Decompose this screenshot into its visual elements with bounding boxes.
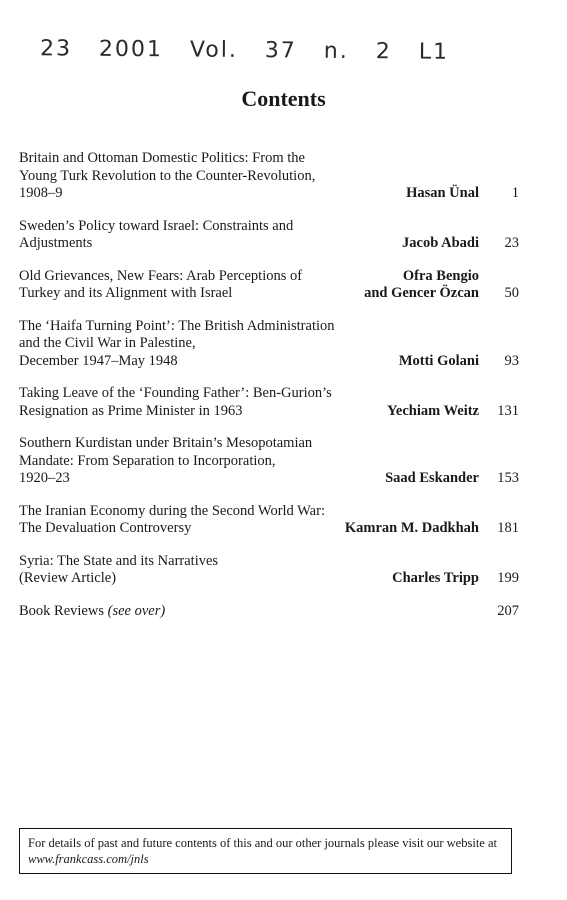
page-title: Contents — [241, 86, 326, 111]
article-author: Ofra Bengio and Gencer Özcan — [364, 267, 479, 301]
article-title: Britain and Ottoman Domestic Politics: From the Young Turk Revolution to the Counter-Revolution, 1908–9 — [19, 150, 316, 201]
book-reviews-label: Book Reviews — [19, 602, 104, 619]
toc-entry[interactable] — [19, 318, 519, 371]
article-title: Taking Leave of the ‘Founding Father’: Ben-Gurion’s Resignation as Prime Minister in 1963 — [19, 385, 332, 419]
toc-entry[interactable] — [19, 150, 519, 203]
article-title: Old Grievances, New Fears: Arab Perceptions of Turkey and its Alignment with Israel — [19, 267, 303, 301]
article-author: Charles Tripp — [392, 570, 479, 586]
article-title: Syria: The State and its Narratives (Review Article) — [19, 552, 219, 586]
toc-entry[interactable] — [19, 435, 519, 488]
page-number: 50 — [504, 285, 519, 301]
page-number: 131 — [497, 402, 519, 419]
page-number: 199 — [497, 570, 519, 586]
article-author: Hasan Ünal — [406, 185, 479, 201]
toc-entry[interactable] — [19, 503, 519, 538]
article-author: Saad Eskander — [385, 470, 479, 486]
article-author: Yechiam Weitz — [387, 402, 479, 419]
page-number: 1 — [511, 185, 519, 201]
toc-entry[interactable] — [19, 268, 519, 303]
article-title: The Iranian Economy during the Second World War: The Devaluation Controversy — [19, 502, 325, 536]
book-reviews-title — [19, 603, 319, 621]
toc-entry-book-reviews[interactable] — [19, 603, 519, 621]
handwritten-annotation: 23 2001 Vol. 37 n. 2 L1 — [39, 36, 450, 65]
article-author: Motti Golani — [398, 352, 479, 369]
footer-notice-box — [19, 828, 512, 874]
table-of-contents — [19, 150, 519, 635]
article-title: Southern Kurdistan under Britain’s Mesopotamian Mandate: From Separation to Incorporation, 1920–23 — [19, 435, 313, 486]
page-number: 181 — [497, 520, 519, 536]
book-reviews-note: (see over) — [107, 602, 166, 619]
toc-entry[interactable] — [19, 218, 519, 253]
article-author: Jacob Abadi — [402, 235, 479, 251]
toc-entry[interactable] — [19, 553, 519, 588]
article-title: The ‘Haifa Turning Point’: The British Administration and the Civil War in Palestine, December 1947–May 1948 — [19, 317, 335, 369]
page-number: 153 — [497, 470, 519, 486]
footer-link[interactable]: www.frankcass.com/jnls — [28, 852, 149, 866]
toc-entry[interactable] — [19, 385, 519, 420]
page-number: 23 — [504, 235, 519, 251]
article-author: Kamran M. Dadkhah — [344, 520, 479, 536]
page-number: 207 — [497, 602, 519, 619]
article-title: Sweden’s Policy toward Israel: Constraints and Adjustments — [19, 217, 294, 251]
footer-text: For details of past and future contents of this and our other journals please visit our website at — [28, 836, 497, 850]
page-number: 93 — [504, 352, 519, 369]
